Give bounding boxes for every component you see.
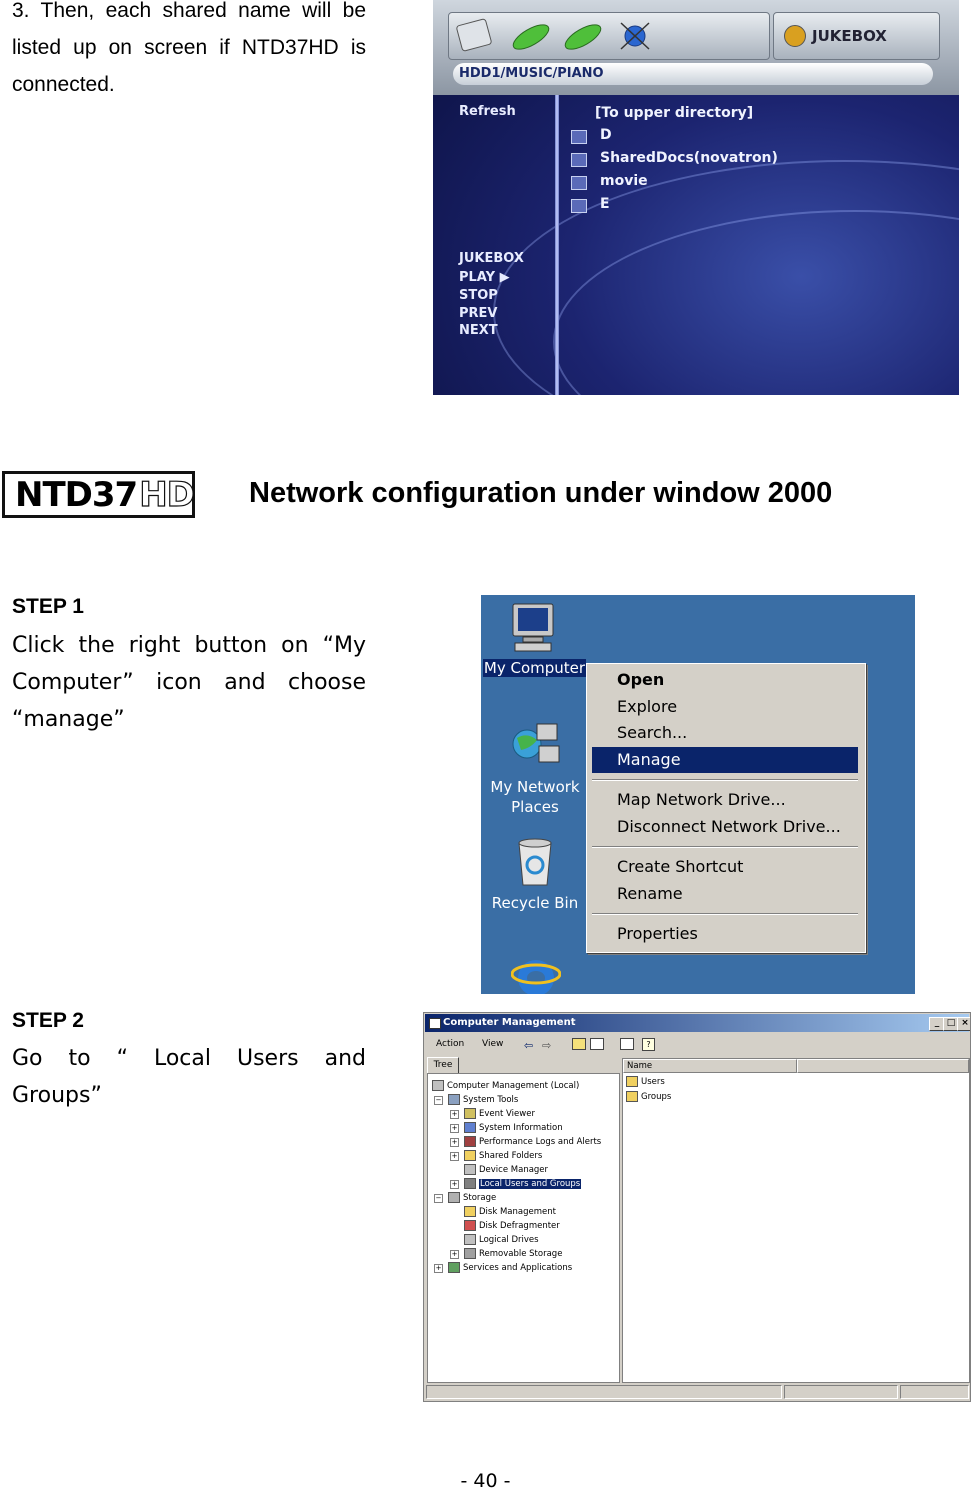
my-network-places-label[interactable] bbox=[481, 777, 589, 817]
menu-map-network-drive[interactable]: Map Network Drive... bbox=[617, 790, 786, 809]
action-menu[interactable]: Action bbox=[436, 1039, 465, 1049]
logo-suffix: HD bbox=[139, 474, 194, 515]
tree-node-removable-storage[interactable] bbox=[464, 1248, 562, 1260]
tree-node-label: Computer Management (Local) bbox=[447, 1081, 580, 1091]
menu-open[interactable]: Open bbox=[617, 670, 665, 689]
jukebox-mode-box[interactable] bbox=[773, 12, 940, 60]
tree-node-disk-management[interactable] bbox=[464, 1206, 556, 1218]
step2-text: Go to “ Local Users and Groups” bbox=[12, 1046, 366, 1108]
back-icon[interactable]: ⇦ bbox=[524, 1039, 534, 1052]
tree-node-event-viewer[interactable] bbox=[464, 1108, 535, 1120]
tree-node-disk-defragmenter[interactable] bbox=[464, 1220, 560, 1232]
view-menu[interactable]: View bbox=[482, 1039, 504, 1049]
expand-icon[interactable]: + bbox=[451, 1110, 458, 1118]
my-computer-icon[interactable] bbox=[509, 602, 561, 654]
help-icon[interactable]: ? bbox=[642, 1038, 655, 1051]
tree-node-label: Performance Logs and Alerts bbox=[479, 1137, 602, 1147]
my-computer-label[interactable]: My Computer bbox=[483, 659, 586, 677]
menu-manage[interactable]: Manage bbox=[592, 747, 858, 773]
tree-node-label: Logical Drives bbox=[479, 1235, 539, 1245]
collapse-icon[interactable]: − bbox=[435, 1096, 442, 1104]
refresh-button[interactable]: Refresh bbox=[459, 104, 516, 119]
list-item-users[interactable] bbox=[626, 1076, 665, 1088]
menu-properties[interactable]: Properties bbox=[617, 924, 698, 943]
services-icon bbox=[448, 1262, 460, 1273]
tree-node-label: System Information bbox=[479, 1123, 563, 1133]
menu-disconnect-network-drive[interactable]: Disconnect Network Drive... bbox=[617, 817, 841, 836]
device-manager-icon bbox=[464, 1164, 476, 1175]
recycle-bin-label[interactable]: Recycle Bin bbox=[491, 894, 579, 912]
tree-node-label: Removable Storage bbox=[479, 1249, 563, 1259]
expand-icon[interactable]: + bbox=[451, 1180, 458, 1188]
tree-pane bbox=[427, 1073, 620, 1383]
tree-node-device-manager[interactable] bbox=[464, 1164, 548, 1176]
menu-explore[interactable]: Explore bbox=[617, 697, 678, 716]
tab-tree[interactable]: Tree bbox=[427, 1057, 459, 1074]
column-header-empty[interactable] bbox=[797, 1059, 969, 1073]
list-item-label: Users bbox=[641, 1077, 665, 1087]
logo-main: NTD37 bbox=[15, 474, 138, 515]
network-label-line2: Places bbox=[511, 798, 559, 816]
section-heading: Network configuration under window 2000 bbox=[249, 477, 833, 509]
prev-button[interactable]: PREV bbox=[459, 306, 498, 321]
share-item-movie[interactable]: movie bbox=[600, 173, 648, 189]
tree-node-system-tools[interactable] bbox=[448, 1094, 518, 1106]
context-menu bbox=[586, 663, 866, 953]
my-network-places-icon[interactable] bbox=[509, 718, 561, 768]
jukebox-disc-icon bbox=[784, 25, 806, 47]
up-folder-icon[interactable] bbox=[572, 1038, 586, 1050]
menu-separator bbox=[592, 913, 858, 915]
close-button[interactable]: × bbox=[957, 1017, 971, 1031]
status-bar-panel bbox=[426, 1385, 782, 1399]
defrag-icon bbox=[464, 1220, 476, 1231]
status-bar-panel bbox=[784, 1385, 898, 1399]
users-icon bbox=[464, 1178, 476, 1189]
tree-node-label: Storage bbox=[463, 1193, 497, 1203]
folder-icon bbox=[626, 1091, 638, 1102]
jukebox-menu-label: JUKEBOX bbox=[459, 251, 524, 266]
desktop-screenshot bbox=[481, 595, 915, 994]
removable-storage-icon bbox=[464, 1248, 476, 1259]
show-tree-icon[interactable] bbox=[590, 1038, 604, 1050]
disk-management-icon bbox=[464, 1206, 476, 1217]
expand-icon[interactable]: + bbox=[451, 1250, 458, 1258]
menu-separator bbox=[592, 779, 858, 781]
storage-icon bbox=[448, 1192, 460, 1203]
tree-node-system-information[interactable] bbox=[464, 1122, 563, 1134]
menu-rename[interactable]: Rename bbox=[617, 884, 683, 903]
upper-directory-item[interactable]: [To upper directory] bbox=[595, 105, 754, 121]
system-info-icon bbox=[464, 1122, 476, 1133]
tree-node-performance-logs[interactable] bbox=[464, 1136, 601, 1148]
tree-node-storage[interactable] bbox=[448, 1192, 496, 1204]
share-item-shareddocs[interactable]: SharedDocs(novatron) bbox=[600, 150, 778, 166]
jukebox-screenshot bbox=[433, 0, 959, 395]
performance-icon bbox=[464, 1136, 476, 1147]
share-icon bbox=[571, 153, 587, 167]
window-title: Computer Management bbox=[443, 1017, 576, 1028]
list-item-label: Groups bbox=[641, 1092, 672, 1102]
share-icon bbox=[571, 199, 587, 213]
stop-button[interactable]: STOP bbox=[459, 288, 498, 303]
tree-node-services-applications[interactable] bbox=[448, 1262, 572, 1274]
jukebox-path-bar: HDD1/MUSIC/PIANO bbox=[453, 63, 933, 85]
tree-node-shared-folders[interactable] bbox=[464, 1150, 542, 1162]
share-item-d[interactable]: D bbox=[600, 127, 612, 143]
page-number: - 40 - bbox=[460, 1470, 511, 1492]
internet-explorer-icon[interactable] bbox=[511, 950, 561, 994]
computer-icon bbox=[432, 1080, 444, 1091]
tree-node-label: Event Viewer bbox=[479, 1109, 535, 1119]
folder-icon bbox=[626, 1076, 638, 1087]
menu-separator bbox=[592, 846, 858, 848]
app-icon bbox=[429, 1018, 441, 1029]
minimize-button[interactable]: _ bbox=[929, 1017, 945, 1031]
ntd37hd-logo bbox=[2, 471, 195, 518]
network-label-line1: My Network bbox=[490, 778, 580, 796]
forward-icon[interactable]: ⇨ bbox=[542, 1039, 552, 1052]
jukebox-divider bbox=[555, 95, 559, 395]
window-titlebar bbox=[425, 1014, 969, 1032]
tree-node-label: Device Manager bbox=[479, 1165, 549, 1175]
event-viewer-icon bbox=[464, 1108, 476, 1119]
tree-node-label: Disk Management bbox=[479, 1207, 556, 1217]
jukebox-icon-bar bbox=[448, 12, 770, 60]
status-bar-panel bbox=[900, 1385, 969, 1399]
share-item-e[interactable]: E bbox=[600, 196, 610, 212]
maximize-button[interactable]: □ bbox=[943, 1017, 959, 1031]
share-icon bbox=[571, 176, 587, 190]
step1-text: Click the right button on “My Computer” icon and choose “manage” bbox=[12, 633, 366, 732]
intro-text: 3. Then, each shared name will be listed up on screen if NTD37HD is connected. bbox=[12, 0, 366, 96]
export-list-icon[interactable] bbox=[620, 1038, 634, 1050]
list-pane bbox=[622, 1058, 970, 1383]
step1-title: STEP 1 bbox=[12, 595, 84, 618]
tools-icon bbox=[448, 1094, 460, 1105]
drive-icon bbox=[464, 1234, 476, 1245]
expand-icon[interactable]: + bbox=[451, 1124, 458, 1132]
column-header-name[interactable]: Name bbox=[623, 1059, 797, 1073]
recycle-bin-icon[interactable] bbox=[513, 835, 557, 887]
folder-icon bbox=[464, 1150, 476, 1161]
tree-node-label: Disk Defragmenter bbox=[479, 1221, 560, 1231]
tree-node-label: System Tools bbox=[463, 1095, 519, 1105]
play-button[interactable]: PLAY ▶ bbox=[459, 270, 510, 285]
step2-title: STEP 2 bbox=[12, 1009, 84, 1032]
menu-search[interactable]: Search... bbox=[617, 723, 688, 742]
expand-icon[interactable]: + bbox=[451, 1138, 458, 1146]
list-item-groups[interactable] bbox=[626, 1091, 671, 1103]
tree-node-root[interactable] bbox=[432, 1080, 579, 1092]
computer-management-window bbox=[423, 1012, 971, 1402]
expand-icon[interactable]: + bbox=[435, 1264, 442, 1272]
share-icon bbox=[571, 130, 587, 144]
menu-create-shortcut[interactable]: Create Shortcut bbox=[617, 857, 744, 876]
jukebox-label: JUKEBOX bbox=[812, 27, 887, 45]
tree-node-label: Local Users and Groups bbox=[480, 1179, 581, 1189]
jukebox-toolbar-icons bbox=[449, 13, 769, 59]
tree-node-label: Shared Folders bbox=[479, 1151, 543, 1161]
tree-node-local-users-groups[interactable] bbox=[464, 1178, 581, 1190]
next-button[interactable]: NEXT bbox=[459, 323, 498, 338]
tree-node-logical-drives[interactable] bbox=[464, 1234, 539, 1246]
tree-node-label: Services and Applications bbox=[463, 1263, 573, 1273]
expand-icon[interactable]: + bbox=[451, 1152, 458, 1160]
collapse-icon[interactable]: − bbox=[435, 1194, 442, 1202]
